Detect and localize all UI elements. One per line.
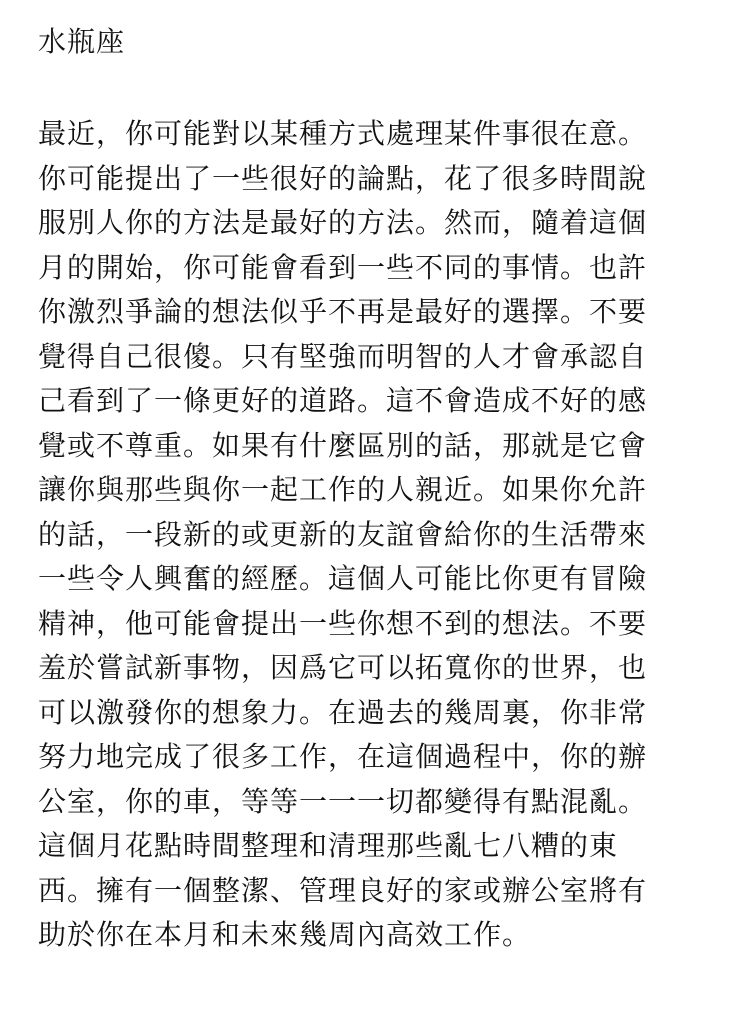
text-line: 己看到了一條更好的道路。這不會造成不好的感 xyxy=(38,384,648,417)
text-line: 讓你與那些與你一起工作的人親近。如果你允許 xyxy=(38,473,648,506)
text-line: 最近，你可能對以某種方式處理某件事很在意。 xyxy=(38,117,648,150)
text-line: 可以激發你的想象力。在過去的幾周裏，你非常 xyxy=(38,695,648,729)
text-line: 你可能提出了一些很好的論點，花了很多時間說 xyxy=(38,161,648,195)
text-line: 服別人你的方法是最好的方法。然而，隨着這個 xyxy=(38,206,648,239)
text-line: 覺得自己很傻。只有堅強而明智的人才會承認自 xyxy=(38,339,648,373)
text-line: 月的開始，你可能會看到一些不同的事情。也許 xyxy=(38,250,648,284)
text-line: 這個月花點時間整理和清理那些亂七八糟的東 xyxy=(38,829,619,862)
horoscope-text xyxy=(38,112,718,958)
text-line: 助於你在本月和未來幾周內高效工作。 xyxy=(38,918,532,951)
text-line: 羞於嘗試新事物，因爲它可以拓寬你的世界，也 xyxy=(38,651,648,684)
text-line: 覺或不尊重。如果有什麼區別的話，那就是它會 xyxy=(38,428,648,462)
text-line: 一些令人興奮的經歷。這個人可能比你更有冒險 xyxy=(38,562,648,595)
text-line: 精神，他可能會提出一些你想不到的想法。不要 xyxy=(38,606,648,640)
text-line: 的話，一段新的或更新的友誼會給你的生活帶來 xyxy=(38,517,648,551)
text-line: 努力地完成了很多工作，在這個過程中，你的辦 xyxy=(38,740,648,773)
text-line: 西。擁有一個整潔、管理良好的家或辦公室將有 xyxy=(38,873,648,907)
page-title: 水瓶座 xyxy=(38,25,126,58)
text-line: 你激烈爭論的想法似乎不再是最好的選擇。不要 xyxy=(38,295,648,328)
text-line: 公室，你的車，等等一一一切都變得有點混亂。 xyxy=(38,784,648,818)
